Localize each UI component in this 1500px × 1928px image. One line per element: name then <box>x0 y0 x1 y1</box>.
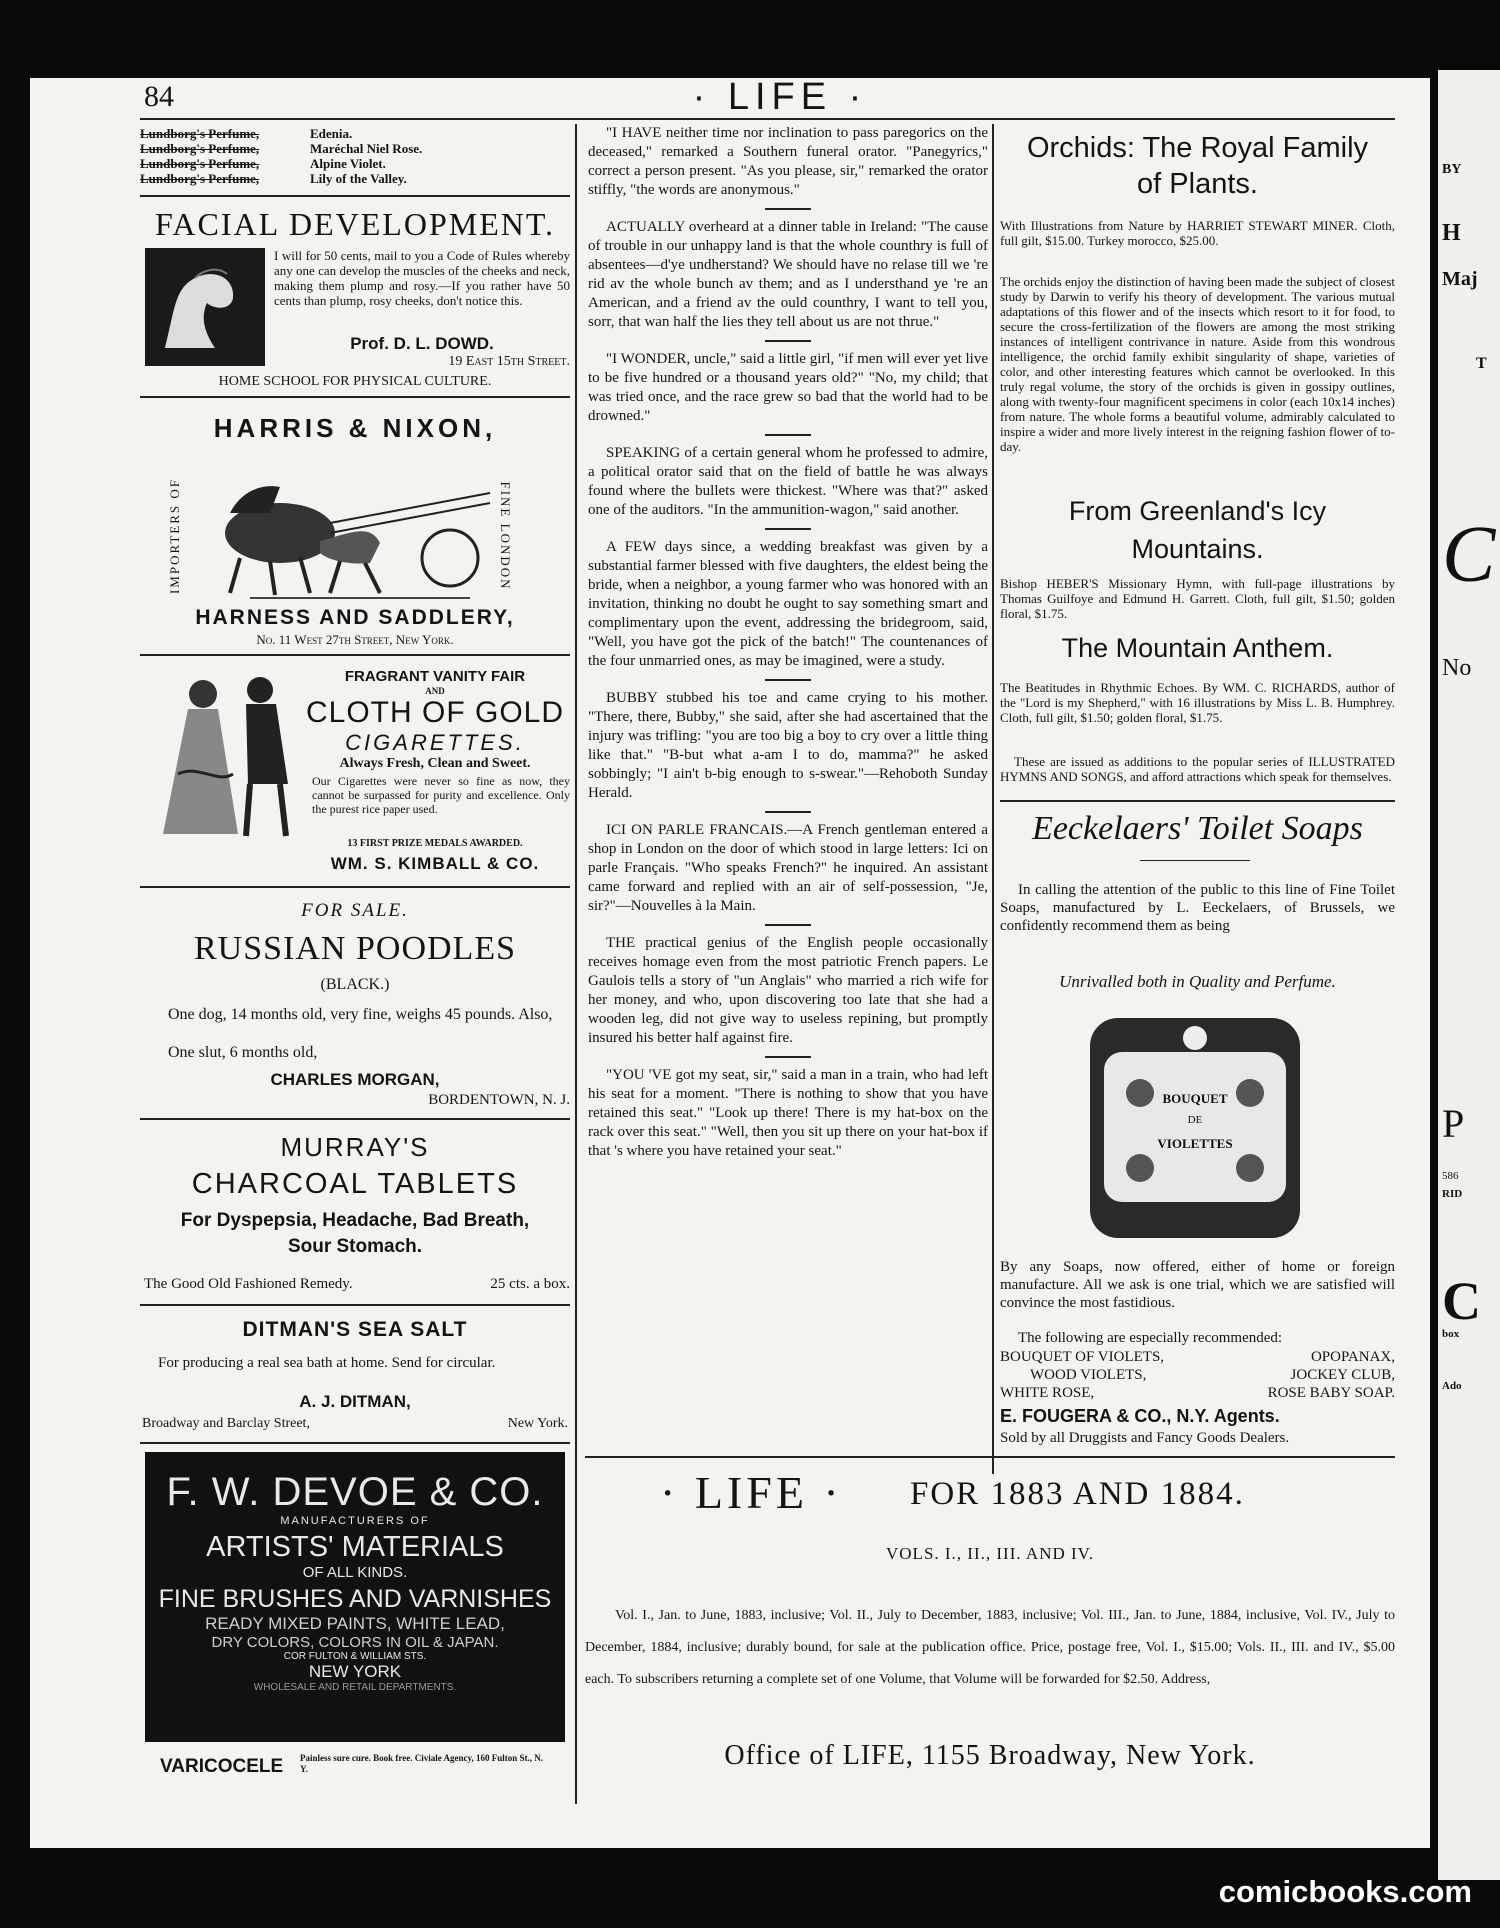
cig-line1: FRAGRANT VANITY FAIR <box>344 668 526 685</box>
harris-side-right: FINE LONDON <box>498 481 513 591</box>
cig-text: Our Cigarettes were never so fine as now, they cannot be surpassed for purity and excellence. Only the purest rice paper used. <box>312 774 570 816</box>
soaps-slogan: Unrivalled both in Quality and Perfume. <box>1059 972 1336 991</box>
varicocele-text: Painless sure cure. Book free. Civiale Agency, 160 Fulton St., N. Y. <box>300 1753 543 1774</box>
facial-address: 19 East 15th Street. <box>448 354 570 369</box>
harris-side-left: IMPORTERS OF <box>167 477 182 595</box>
soaps-intro: In calling the attention of the public to this line of Fine Toilet Soaps, manufactured by L. Eeckelaers, of Brussels, we confidently recommend them as being <box>1000 882 1395 934</box>
devoe-advert <box>145 1452 565 1742</box>
rule <box>140 886 570 888</box>
rule <box>1000 800 1395 802</box>
separator <box>765 811 811 813</box>
murray-for: For Dyspepsia, Headache, Bad Breath, Sour Stomach. <box>180 1210 530 1257</box>
poodles-line2: One slut, 6 months old, <box>168 1044 318 1061</box>
rule <box>140 195 570 197</box>
arm-illustration <box>145 248 265 366</box>
poodles-line1: One dog, 14 months old, very fine, weighs 45 pounds. Also, <box>168 1006 553 1023</box>
adjacent-text: Ado <box>1442 1380 1462 1392</box>
page-number: 84 <box>144 80 174 113</box>
adjacent-text: T <box>1476 355 1487 372</box>
rule <box>140 396 570 398</box>
facial-text: I will for 50 cents, mail to you a Code of Rules whereby any one can develop the muscles of the cheeks and neck, making them plump and rosy.—If you rather have 50 cents than plump, rosy cheeks, don't notice this. <box>274 248 570 308</box>
separator <box>765 208 811 210</box>
orchids-desc: With Illustrations from Nature by HARRIET STEWART MINER. Cloth, full gilt, $15.00. Turkey morocco, $25.00. <box>1000 218 1395 248</box>
cig-medals: 13 FIRST PRIZE MEDALS AWARDED. <box>347 838 523 849</box>
jokes-column <box>588 124 988 1161</box>
soaps-agents: E. FOUGERA & CO., N.Y. Agents. <box>1000 1406 1280 1426</box>
devoe-line1: ARTISTS' MATERIALS <box>206 1531 504 1563</box>
soaps-recommended: The following are especially recommended: <box>1018 1330 1283 1346</box>
harris-title: HARRIS & NIXON, <box>213 413 497 443</box>
separator <box>765 924 811 926</box>
soaps-title: Eeckelaers' Toilet Soaps <box>1032 810 1363 847</box>
separator <box>765 1056 811 1058</box>
couple-illustration <box>148 664 308 844</box>
rule <box>1140 860 1250 861</box>
devoe-line3: FINE BRUSHES AND VARNISHES <box>158 1585 552 1613</box>
life-ad-years: FOR 1883 AND 1884. <box>910 1476 1245 1512</box>
cig-title: CLOTH OF GOLD <box>305 696 565 729</box>
facial-school: HOME SCHOOL FOR PHYSICAL CULTURE. <box>218 374 492 389</box>
rule <box>140 1304 570 1306</box>
soaps-sold: Sold by all Druggists and Fancy Goods Dealers. <box>1000 1430 1290 1446</box>
varicocele-title: VARICOCELE <box>160 1756 284 1777</box>
adjacent-text: box <box>1442 1328 1460 1340</box>
soap-item-row: BOUQUET OF VIOLETS, OPOPANAX, <box>1000 1349 1395 1365</box>
facial-name: Prof. D. L. DOWD. <box>350 334 494 353</box>
adjacent-text: H <box>1442 220 1461 246</box>
column-rule-left <box>575 124 577 1804</box>
anthem-text: The Beatitudes in Rhythmic Echoes. By WM. C. RICHARDS, author of the "Lord is my Shepherd," with 16 illustrations by Miss L. B. Humphrey. Cloth, full gilt, $1.50; golden floral, $1.75. <box>1000 680 1395 725</box>
adjacent-text: 586 <box>1442 1170 1459 1182</box>
orchids-title: Orchids: The Royal Family of Plants. <box>1026 132 1369 200</box>
soaps-items <box>1000 1348 1395 1402</box>
anecdote: A FEW days since, a wedding breakfast was given by a substantial farmer blessed with five daughters, the eldest being the bride, when a neighbor, a young farmer who was honored with an invitation, thinking no doubt he ought to say something smart and complimentary upon the event, addressing the bridegroom, said, "Well, you have got the pick of the batch!" The countenances of the four unmarried ones, as may be imagined, were a study. <box>588 539 988 669</box>
adjacent-text: Maj <box>1442 268 1478 290</box>
life-ad-vols: VOLS. I., II., III. AND IV. <box>886 1544 1094 1563</box>
separator <box>765 679 811 681</box>
perfume-item: Lundborg's Perfume, Maréchal Niel Rose. <box>140 141 423 156</box>
perfume-item: Lundborg's Perfume, Alpine Violet. <box>140 156 386 171</box>
anthem-title: The Mountain Anthem. <box>1061 633 1334 663</box>
murray-price: 25 cts. a box. <box>490 1276 570 1292</box>
soaps-text: By any Soaps, now offered, either of home or foreign manufacture. All we ask is one trial, which we are satisfied will convince the most fastidious. <box>1000 1259 1395 1311</box>
separator <box>765 528 811 530</box>
harris-product: HARNESS AND SADDLERY, <box>195 606 515 629</box>
adjacent-page-edge <box>1438 70 1500 1880</box>
adjacent-text: No <box>1442 655 1472 681</box>
perfume-item: Lundborg's Perfume, Lily of the Valley. <box>140 171 407 186</box>
poodles-title: RUSSIAN POODLES <box>194 930 516 967</box>
soap-box-text1: BOUQUET <box>1162 1091 1228 1106</box>
adjacent-text: RID <box>1442 1188 1463 1200</box>
anecdote: "YOU 'VE got my seat, sir," said a man in a train, who had left his seat for a moment. "There is nothing to show that you have retained this seat." "Look up there! There is my hat-box on the rack over this seat." "Well, then you sit up there on your hat-box if that 's where you have retained your seat." <box>588 1067 988 1159</box>
anecdote: ICI ON PARLE FRANCAIS.—A French gentleman entered a shop in London on the door of which stood in large letters: Ici on parle Français. "Who speaks French?" he inquired. An assistant came forward and replied with an air of self-possession, "Je, sir?"—Nouvelles à la Main. <box>588 822 988 914</box>
anecdote: ACTUALLY overheard at a dinner table in Ireland: "The cause of trouble in our unhappy land is that the whole counthry is full of absentees—d'ye undherstand? We should have no relase till we 're rid av the whole bunch av them; and as I understhand ye 're an American, and a friend av the ould counthry, I want to tell you, sorr, that wan half the lies they tell about us are not thrue." <box>588 219 988 330</box>
greenland-title: From Greenland's Icy Mountains. <box>1068 496 1327 564</box>
devoe-line7: NEW YORK <box>308 1662 402 1681</box>
greenland-text: Bishop HEBER'S Missionary Hymn, with full-page illustrations by Thomas Guilfoye and Edmund H. Garrett. Cloth, full gilt, $1.50; golden floral, $1.75. <box>1000 576 1395 621</box>
anecdote: "I WONDER, uncle," said a little girl, "if men will ever yet live to be five hundred or a thousand years old?" "No, my child; that was tried once, and the race grew so bad that the world had to be drowned." <box>588 351 988 424</box>
life-ad-office: Office of LIFE, 1155 Broadway, New York. <box>724 1740 1256 1771</box>
facial-title: FACIAL DEVELOPMENT. <box>154 206 556 242</box>
ditman-name: A. J. DITMAN, <box>299 1392 411 1411</box>
devoe-line6: COR FULTON & WILLIAM STS. <box>283 1651 427 1662</box>
life-ad-title: · LIFE · <box>660 1467 843 1518</box>
separator <box>765 340 811 342</box>
watermark: comicbooks.com <box>1218 1874 1472 1909</box>
anecdote: "I HAVE neither time nor inclination to pass paregorics on the deceased," remarked a Southern funeral orator. "Panegyrics," correct a person present. "As you please, sir," remarked the orator stiffly, "the words are anonymous." <box>588 125 988 198</box>
rule <box>140 1442 570 1444</box>
poodles-for-sale: FOR SALE. <box>301 900 409 921</box>
adjacent-text: P <box>1442 1101 1465 1146</box>
column-rule-right <box>992 124 994 1474</box>
anecdote: BUBBY stubbed his toe and came crying to his mother. "There, there, Bubby," she said, after she had ascertained that the injury was trifling: "you are too big a boy to cry over a little thing like that." "B-but what a-am I to do, mamma?" he asked sobbingly; "I ain't b-big enough to s-swear."—Rehoboth Sunday Herald. <box>588 690 988 801</box>
soap-box-text2: DE <box>1187 1114 1203 1126</box>
horse-chariot-illustration <box>210 453 500 603</box>
adjacent-text: C <box>1442 511 1496 599</box>
poodles-town: BORDENTOWN, N. J. <box>428 1092 570 1108</box>
devoe-line2: OF ALL KINDS. <box>302 1564 408 1581</box>
anecdote: SPEAKING of a certain general whom he professed to admire, a political orator said that on the field of battle he was always found where the bullets were thickest. "Where was that?" asked one of the auditors. "In the ammunition-wagon," said another. <box>588 445 988 518</box>
cig-subtitle: CIGARETTES. <box>345 730 525 755</box>
devoe-line8: WHOLESALE AND RETAIL DEPARTMENTS. <box>253 1682 457 1693</box>
poodles-name: CHARLES MORGAN, <box>270 1070 440 1089</box>
rule <box>140 654 570 656</box>
perfume-item: Lundborg's Perfume, Edenia. <box>140 126 353 141</box>
ditman-city: New York. <box>507 1416 568 1431</box>
murray-title2: CHARCOAL TABLETS <box>191 1168 519 1200</box>
rule <box>585 1456 1395 1458</box>
murray-remedy: The Good Old Fashioned Remedy. <box>144 1276 353 1292</box>
adjacent-text: C <box>1442 1271 1481 1331</box>
header-rule <box>140 118 1395 120</box>
murray-title1: MURRAY'S <box>280 1132 430 1162</box>
separator <box>765 434 811 436</box>
harris-address: No. 11 West 27th Street, New York. <box>256 632 454 647</box>
devoe-line4: READY MIXED PAINTS, WHITE LEAD, <box>205 1614 505 1633</box>
anthem-note: These are issued as additions to the popular series of ILLUSTRATED HYMNS AND SONGS, and afford attractions which speak for themselves. <box>1000 754 1395 784</box>
devoe-manufacturers: MANUFACTURERS OF <box>280 1515 430 1527</box>
rule <box>140 1118 570 1120</box>
poodles-subtitle: (BLACK.) <box>320 976 390 993</box>
orchids-text: The orchids enjoy the distinction of having been made the subject of closest study by Darwin to verify his theory of development. The various mutual adaptations of this flower and of the insects which resort to it for food, to secure the cross-fertilization of the flowers are among the most striking instances of intelligent contrivance in nature. Aside from this wondrous intelligence, the orchid family exhibit singularity of shape, varieties of color, and other interesting features which cannot be overlooked. In this truly regal volume, the story of the orchids is given in gossipy outlines, along with twenty-four magnificent specimens in color (each 10x14 inches) from nature. The whole forms a beautiful volume, admirably calculated to inspire a wider and more lively interest in the reigning fashion flower of to-day. <box>1000 274 1395 454</box>
soap-item-row: WHITE ROSE, ROSE BABY SOAP. <box>1000 1385 1395 1401</box>
ditman-title: DITMAN'S SEA SALT <box>242 1318 468 1341</box>
devoe-name: F. W. DEVOE & CO. <box>166 1470 544 1514</box>
anecdote: THE practical genius of the English people occasionally receives homage even from the most patriotic French papers. Le Gaulois tells a story of "un Anglais" who married a rich wife for her money, and who, upon discovering too late that she had a wooden leg, did not give way to useless repining, but promptly insured his better half against fire. <box>588 935 988 1046</box>
cig-maker: WM. S. KIMBALL & CO. <box>330 854 540 873</box>
ditman-address: Broadway and Barclay Street, <box>142 1416 310 1431</box>
magazine-page <box>30 78 1430 1848</box>
masthead: · LIFE · <box>692 78 868 118</box>
soap-box-text3: VIOLETTES <box>1157 1136 1233 1151</box>
devoe-line5: DRY COLORS, COLORS IN OIL & JAPAN. <box>211 1634 499 1651</box>
soap-box-illustration <box>1060 1008 1330 1248</box>
ditman-text: For producing a real sea bath at home. Send for circular. <box>158 1355 496 1371</box>
cig-tagline: Always Fresh, Clean and Sweet. <box>339 756 531 771</box>
adjacent-text: BY <box>1442 162 1462 177</box>
perfume-list <box>140 126 570 186</box>
life-ad-text: Vol. I., Jan. to June, 1883, inclusive; Vol. II., July to December, 1883, inclusive; Vol. III., Jan. to June, 1884, inclusive, Vol. IV., July to December, 1884, inclusive; durably bound, for sale at the publication office. Price, postage free, Vol. I., $15.00; Vols. II., III. and IV., $5.00 each. To subscribers returning a complete set of one Volume, that Volume will be forwarded for $2.50. Address, <box>585 1608 1395 1687</box>
cig-and: AND <box>425 686 445 696</box>
soap-item-row: WOOD VIOLETS, JOCKEY CLUB, <box>1030 1367 1395 1383</box>
